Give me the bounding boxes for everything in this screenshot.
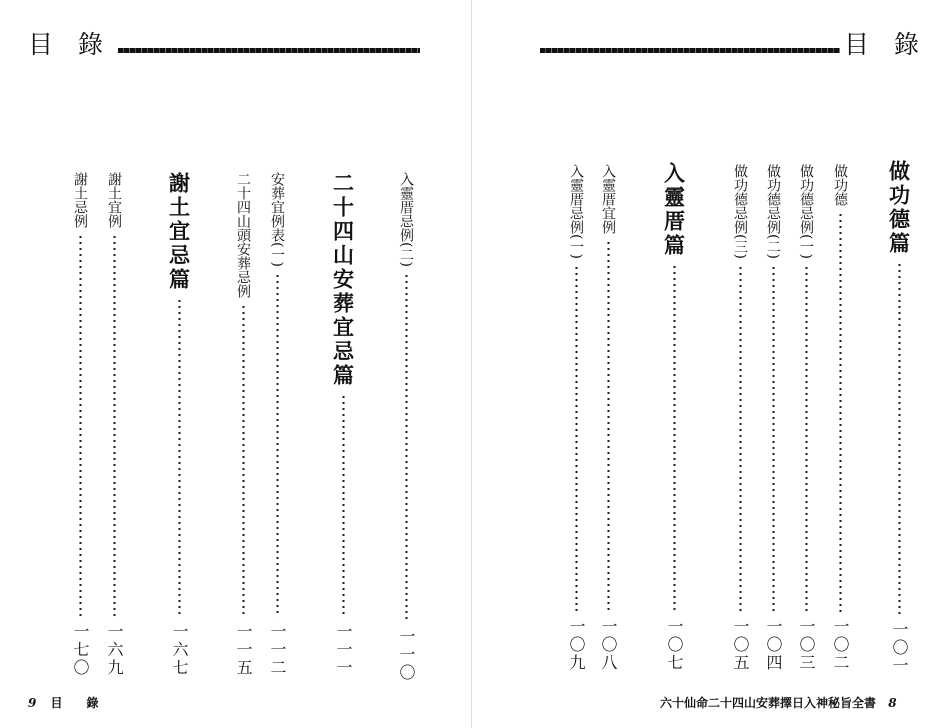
toc-section-page: 一〇一 — [890, 621, 909, 675]
left-page-header: 目 錄 — [28, 30, 104, 59]
toc-entry[interactable] — [102, 172, 126, 677]
toc-entry-title: 做功德忌例(二) — [765, 164, 781, 259]
toc-entry[interactable] — [394, 172, 418, 682]
dot-leader — [276, 273, 279, 617]
toc-entry[interactable] — [231, 172, 255, 677]
dot-leader — [739, 265, 742, 612]
toc-entry-page: 一〇五 — [731, 618, 750, 672]
left-page-footer — [28, 694, 99, 711]
dot-leader — [673, 264, 676, 612]
toc-section-page: 一〇七 — [665, 618, 684, 672]
toc-section-title: 做功德篇 — [886, 160, 912, 256]
dot-leader — [772, 265, 775, 612]
toc-section[interactable] — [659, 162, 689, 672]
toc-section-title: 謝土宜忌篇 — [166, 172, 192, 292]
toc-entry-title: 入靈厝忌例(二) — [398, 172, 414, 267]
toc-section-page: 一六七 — [170, 623, 189, 677]
toc-entry-title: 做功德忌例(一) — [798, 164, 814, 259]
toc-entry-page: 一六九 — [105, 623, 124, 677]
toc-entry-page: 一〇三 — [797, 618, 816, 672]
page-number: 9 — [28, 696, 37, 710]
left-header-rule — [118, 48, 420, 53]
toc-entry-title: 入靈厝忌例(一) — [568, 164, 584, 259]
dot-leader — [805, 265, 808, 612]
toc-entry[interactable] — [68, 172, 92, 677]
right-page — [472, 0, 944, 728]
dot-leader — [113, 234, 116, 617]
footer-label: 目 錄 — [50, 696, 99, 710]
toc-section-title: 入靈厝篇 — [661, 162, 687, 258]
toc-entry-title: 安葬宜例表(一) — [269, 172, 285, 267]
toc-entry[interactable] — [728, 164, 752, 672]
toc-entry-page: 一〇九 — [567, 618, 586, 672]
right-header-rule — [540, 48, 840, 53]
toc-entry[interactable] — [828, 164, 852, 672]
toc-entry-title: 做功德忌例(三) — [732, 164, 748, 259]
toc-entry-title: 做功德 — [832, 164, 848, 206]
toc-entry-page: 一七〇 — [71, 623, 90, 677]
dot-leader — [575, 265, 578, 612]
toc-section[interactable] — [328, 172, 358, 677]
dot-leader — [898, 262, 901, 615]
dot-leader — [242, 304, 245, 617]
toc-entry[interactable] — [596, 164, 620, 672]
right-page-footer — [660, 694, 897, 711]
toc-entry-title: 謝土宜例 — [106, 172, 122, 228]
toc-entry-title: 入靈厝宜例 — [600, 164, 616, 234]
toc-entry-page: 一一五 — [234, 623, 253, 677]
toc-entry[interactable] — [761, 164, 785, 672]
page-number: 8 — [888, 696, 897, 710]
toc-entry-page: 一〇二 — [831, 618, 850, 672]
book-title: 六十仙命二十四山安葬擇日入神秘旨全書 — [660, 696, 877, 710]
dot-leader — [607, 240, 610, 612]
dot-leader — [405, 273, 408, 622]
toc-entry[interactable] — [794, 164, 818, 672]
right-page-header: 目 錄 — [844, 30, 920, 59]
toc-section[interactable] — [884, 160, 914, 675]
toc-entry-title: 二十四山頭安葬忌例 — [235, 172, 251, 298]
toc-section-title: 二十四山安葬宜忌篇 — [330, 172, 356, 388]
dot-leader — [342, 394, 345, 617]
dot-leader — [839, 212, 842, 612]
toc-section-page: 一一一 — [334, 623, 353, 677]
dot-leader — [178, 298, 181, 617]
toc-entry-title: 謝土忌例 — [72, 172, 88, 228]
toc-entry-page: 一一〇 — [397, 628, 416, 682]
toc-entry-page: 一一二 — [268, 623, 287, 677]
toc-entry-page: 一〇四 — [764, 618, 783, 672]
toc-entry[interactable] — [265, 172, 289, 677]
toc-entry[interactable] — [564, 164, 588, 672]
dot-leader — [79, 234, 82, 617]
toc-section[interactable] — [164, 172, 194, 677]
toc-entry-page: 一〇八 — [599, 618, 618, 672]
